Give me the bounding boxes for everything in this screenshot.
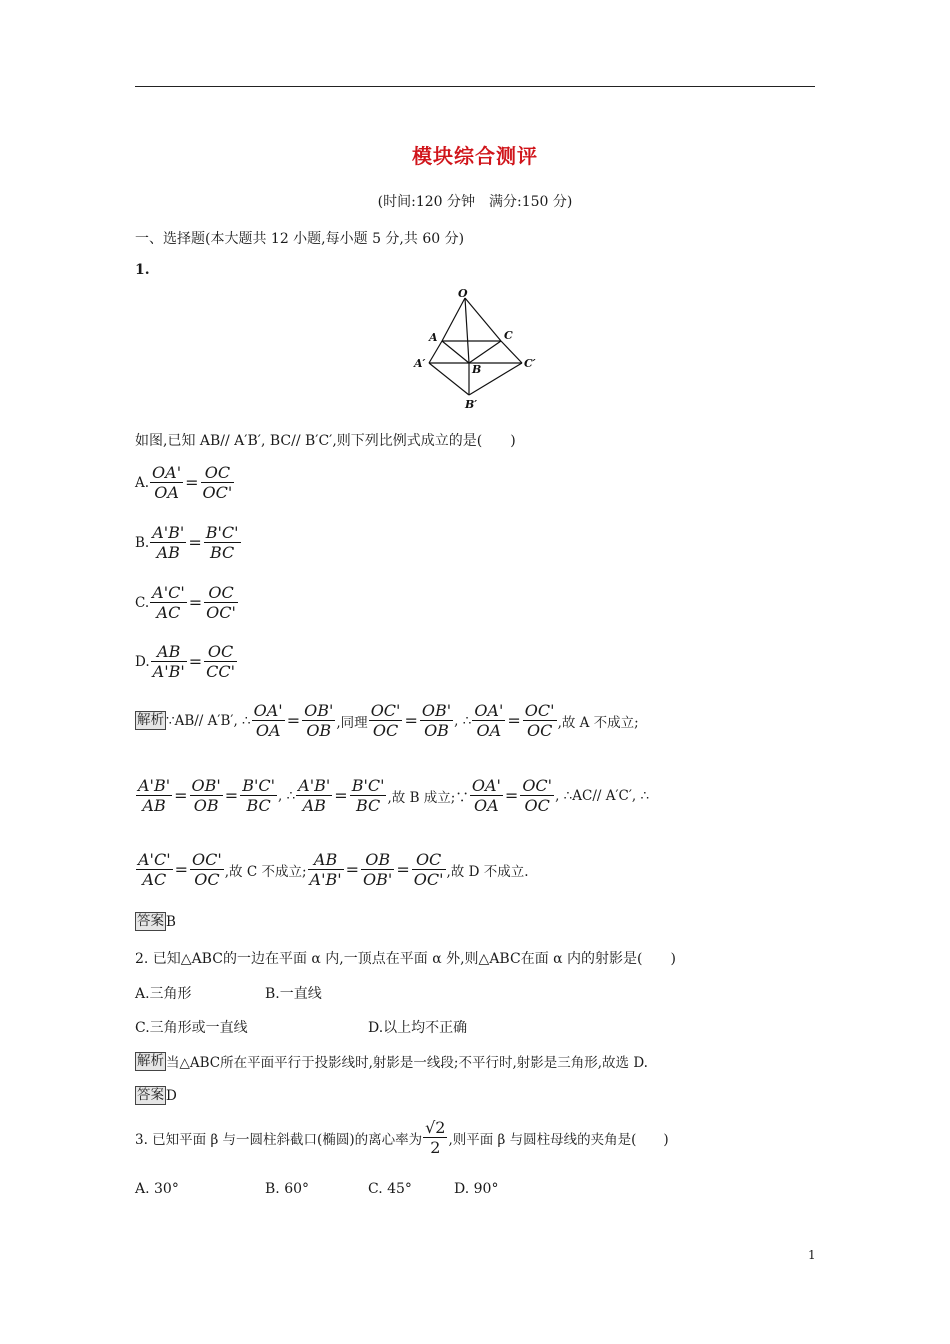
option-letter: C. [135, 594, 150, 611]
q3-option-c: C. 45° [368, 1181, 412, 1197]
q1-number: 1. [135, 262, 150, 278]
analysis-tag: 解析 [137, 712, 164, 728]
label-O: O [458, 287, 468, 300]
option-letter: A. [135, 474, 150, 491]
q1-option-b: B. $\frac{A'B'}{AB}$ = $\frac{B'C'}{BC}$ [135, 523, 239, 562]
option-letter: B. [135, 534, 150, 551]
q3-option-a: A. 30° [135, 1181, 179, 1197]
page-number: 1 [808, 1248, 816, 1262]
q1-option-c: C. $\frac{A'C'}{AC}$ = $\frac{OC}{OC'}$ [135, 583, 236, 622]
label-A: A [429, 331, 438, 344]
q1-option-a: A. $\frac{OA'}{OA}$ = $\frac{OC}{OC'}$ [135, 463, 233, 502]
label-B: B [472, 363, 482, 376]
q1-answer [135, 912, 176, 931]
q1-analysis-line-2: $\frac{A'B'}{AB}$ = $\frac{OB'}{OB}$ = $\frac{B'C'}{BC}$ , ∴ $\frac{A'B'}{AB}$ = $\frac{B'C'}{BC}$ ,故 B 成立;∵ $\frac{OA'}{OA}$ = $\frac{OC'}{OC}$ , ∴AC// A′C′, ∴ [138, 776, 650, 815]
answer-tag: 答案 [137, 913, 164, 929]
q2-option-c: C.三角形或一直线 [135, 1020, 248, 1036]
label-C: C [504, 329, 513, 342]
label-A-prime: A′ [414, 357, 426, 370]
q2-option-b: B.一直线 [265, 986, 322, 1002]
q1-option-d: D. $\frac{AB}{A'B'}$ = $\frac{OC}{CC'}$ [135, 642, 236, 681]
section-heading: 一、选择题(本大题共 12 小题,每小题 5 分,共 60 分) [135, 231, 465, 247]
answer-tag: 答案 [137, 1087, 164, 1103]
q2-option-d: D.以上均不正确 [368, 1020, 468, 1036]
q3-option-d: D. 90° [454, 1181, 499, 1197]
label-C-prime: C′ [524, 357, 536, 370]
q2-stem: 2. 已知△ABC的一边在平面 α 内,一顶点在平面 α 外,则△ABC在面 α 内的射影是( ) [135, 951, 676, 967]
q1-figure [405, 285, 550, 415]
option-letter: D. [135, 653, 150, 670]
analysis-text: 当△ABC所在平面平行于投影线时,射影是一线段;不平行时,射影是三角形,故选 D. [166, 1055, 648, 1071]
header-rule [135, 86, 815, 87]
q3-option-b: B. 60° [265, 1181, 310, 1197]
q2-option-a: A.三角形 [135, 986, 192, 1002]
analysis-tag: 解析 [137, 1052, 164, 1069]
label-B-prime: B′ [465, 398, 478, 411]
q1-analysis-line-3: $\frac{A'C'}{AC}$ = $\frac{OC'}{OC}$ ,故 C 不成立; $\frac{AB}{A'B'}$ = $\frac{OB}{OB'}$ = $\frac{OC}{OC'}$ ,故 D 不成立. [138, 850, 529, 889]
q1-stem: 如图,已知 AB// A′B′, BC// B′C′,则下列比例式成立的是( ) [135, 433, 516, 449]
q3-stem: 3. 已知平面 β 与一圆柱斜截口(椭圆)的离心率为 $\frac{√2}{2}$ ,则平面 β 与圆柱母线的夹角是( ) [135, 1118, 669, 1157]
q2-answer [135, 1086, 177, 1105]
answer-value: B [166, 913, 176, 930]
q1-analysis-line-1: 解析 ∵AB// A′B′, ∴ $\frac{OA'}{OA}$ = $\frac{OB'}{OB}$ ,同理 $\frac{OC'}{OC}$ = $\frac{OB'}{OB}$ , ∴ $\frac{OA'}{OA}$ = $\frac{OC'}{OC}$ ,故 A 不成立; [137, 701, 639, 740]
q2-analysis [135, 1051, 648, 1071]
page-title: 模块综合测评 [412, 144, 538, 168]
answer-value: D [166, 1087, 177, 1104]
exam-info: (时间:120 分钟 满分:150 分) [377, 194, 573, 210]
